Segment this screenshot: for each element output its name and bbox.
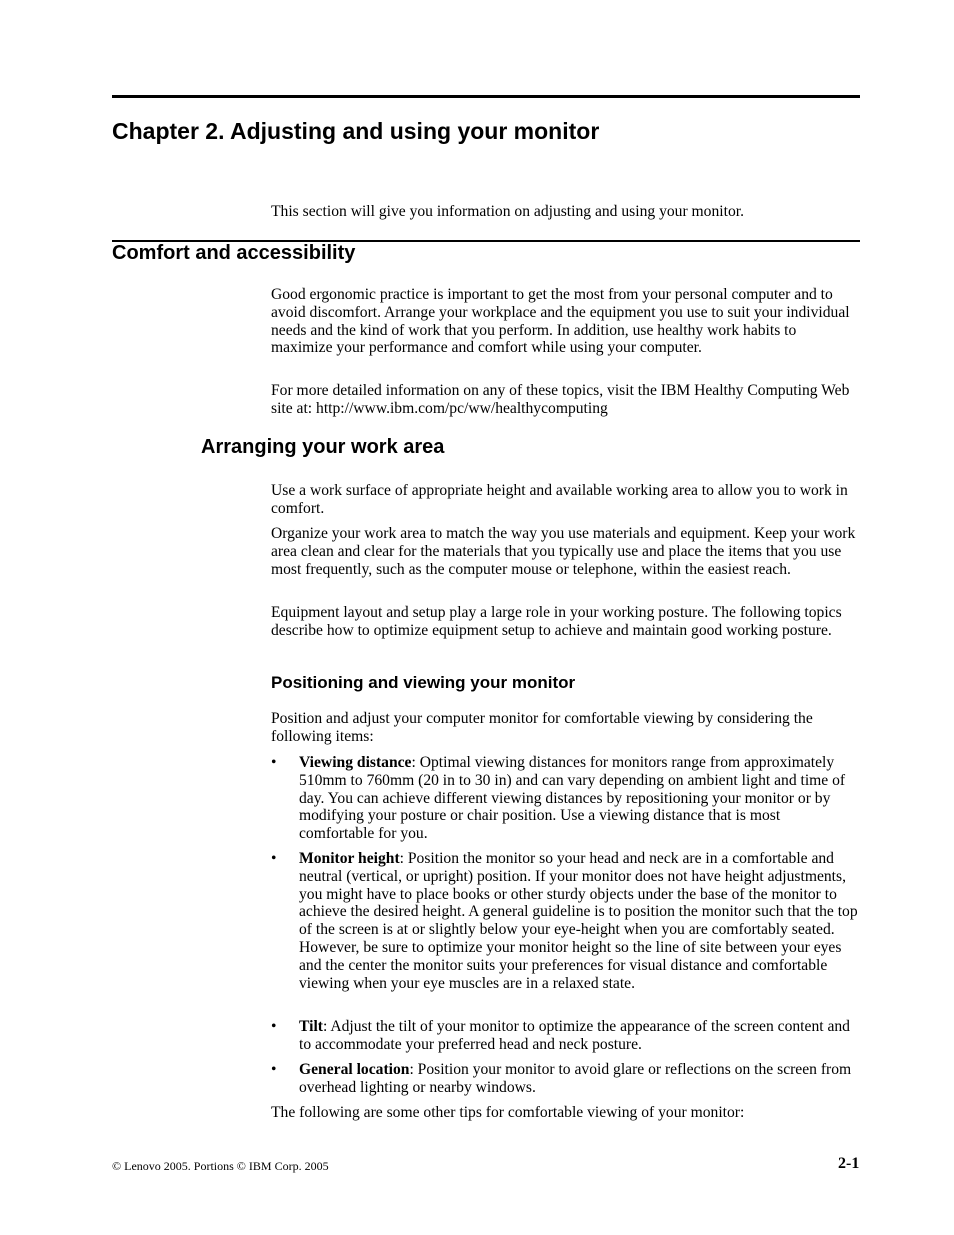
bullet-term: Monitor height bbox=[299, 850, 400, 867]
bullet-term: Tilt bbox=[299, 1018, 323, 1035]
bullet-marker: • bbox=[271, 850, 277, 867]
bullet-item-monitor-height bbox=[271, 850, 861, 992]
footer-copyright: © Lenovo 2005. Portions © IBM Corp. 2005 bbox=[112, 1159, 329, 1173]
bullet-item-viewing-distance bbox=[271, 754, 861, 843]
subsection-heading-positioning: Positioning and viewing your monitor bbox=[271, 673, 576, 692]
bullet-marker: • bbox=[271, 1018, 277, 1035]
bullet-item-general-location bbox=[271, 1061, 861, 1097]
work-area-paragraph-3: Equipment layout and setup play a large role in your working posture. The following topics describe how to optimize equipment setup to achieve and maintain good working posture. bbox=[271, 604, 842, 639]
work-area-paragraph-1: Use a work surface of appropriate height and available working area to allow you to work in comfort. bbox=[271, 482, 848, 517]
bullet-term: Viewing distance bbox=[299, 754, 412, 771]
chapter-top-rule bbox=[112, 95, 860, 98]
chapter-title: Chapter 2. Adjusting and using your monitor bbox=[112, 118, 600, 144]
bullet-text: : Position your monitor to avoid glare or reflections on the screen from overhead lighting or nearby windows. bbox=[299, 1061, 852, 1096]
bullet-item-tilt bbox=[271, 1018, 861, 1054]
comfort-paragraph-2: For more detailed information on any of these topics, visit the IBM Healthy Computing Web site at: http://www.ibm.com/pc/ww/healthycomputing bbox=[271, 382, 850, 417]
bullet-term: General location bbox=[299, 1061, 410, 1078]
section-heading-work-area: Arranging your work area bbox=[201, 436, 445, 458]
bullet-text: : Optimal viewing distances for monitors range from approximately 510mm to 760mm (20 in to 30 in) and can vary depending on ambient light and time of day. You can achieve different viewing distances by repositioning your monitor or by modifying your posture or chair position. Use a viewing distance that is most comfortable for you. bbox=[299, 754, 846, 843]
comfort-paragraph-1: Good ergonomic practice is important to get the most from your personal computer and to avoid discomfort. Arrange your workplace and the equipment you use to suit your individual needs and the kind of work that you perform. In addition, use healthy work habits to maximize your performance and comfort while using your computer. bbox=[271, 286, 850, 357]
work-area-paragraph-2: Organize your work area to match the way you use materials and equipment. Keep your work area clean and clear for the materials that you typically use and place the items that you use most frequently, such as the computer mouse or telephone, within the easiest reach. bbox=[271, 525, 856, 578]
page-number: 2-1 bbox=[838, 1155, 860, 1172]
positioning-intro: Position and adjust your computer monitor for comfortable viewing by considering the following items: bbox=[271, 710, 813, 745]
bullet-marker: • bbox=[271, 754, 277, 771]
bullet-text: : Position the monitor so your head and neck are in a comfortable and neutral (vertical, or upright) position. If your monitor does not have height adjustments, you might have to place books or other sturdy objects under the base of the monitor to achieve the desired height. A general guideline is to position the monitor such that the top of the screen is at or slightly below your eye-height when you are comfortably seated. However, be sure to optimize your monitor height so the line of site between your eyes and the center the monitor suits your preferences for visual distance and comfortable viewing when your eye muscles are in a relaxed state. bbox=[299, 850, 858, 992]
positioning-outro: The following are some other tips for comfortable viewing of your monitor: bbox=[271, 1104, 745, 1121]
intro-paragraph: This section will give you information on adjusting and using your monitor. bbox=[271, 203, 744, 220]
bullet-text: : Adjust the tilt of your monitor to optimize the appearance of the screen content and to accommodate your preferred head and neck posture. bbox=[299, 1018, 850, 1053]
bullet-marker: • bbox=[271, 1061, 277, 1078]
section-heading-comfort: Comfort and accessibility bbox=[112, 242, 356, 264]
